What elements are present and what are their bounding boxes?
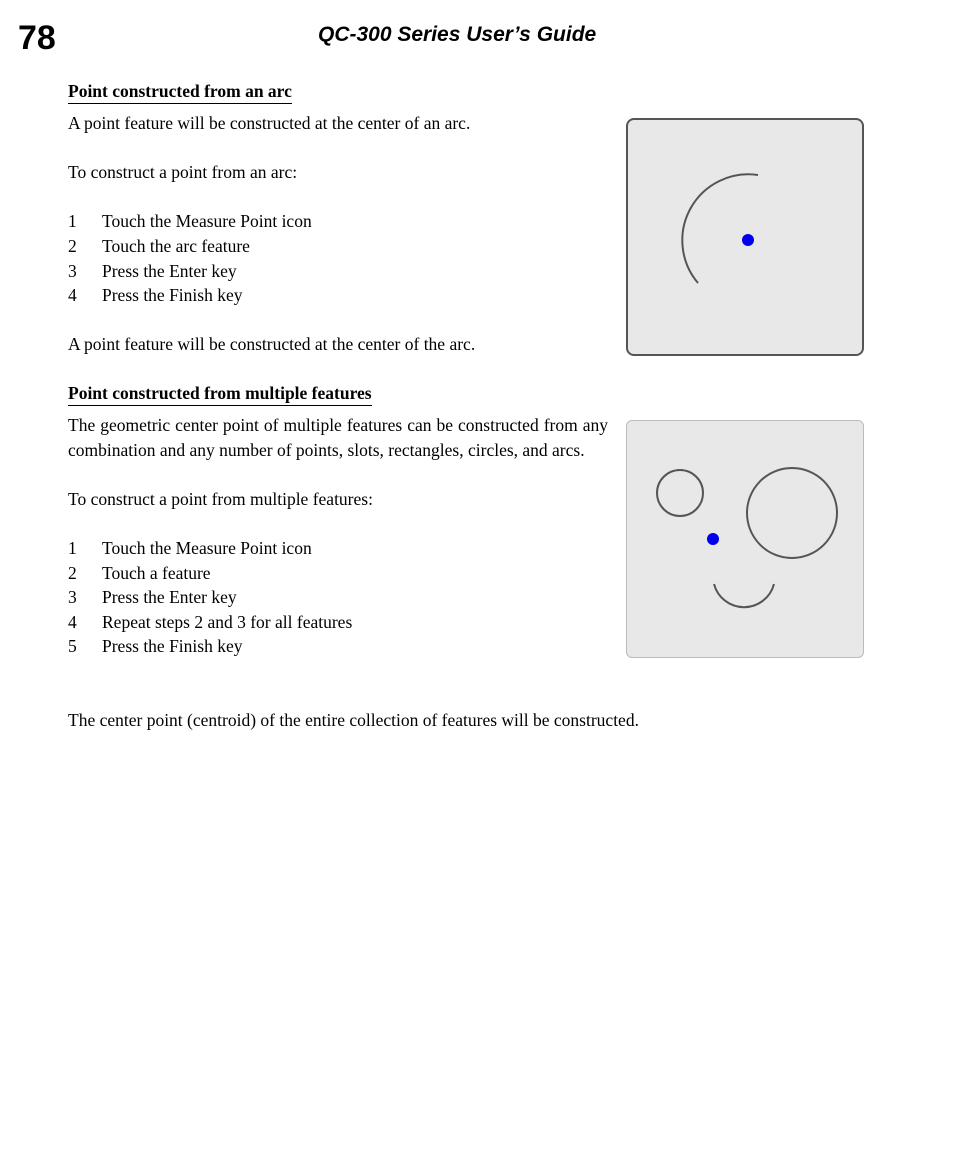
- step-number: 5: [68, 636, 77, 657]
- step-number: 1: [68, 537, 77, 558]
- step-text: Repeat steps 2 and 3 for all features: [102, 611, 353, 632]
- step-number: 3: [68, 260, 77, 281]
- step-text: Press the Enter key: [102, 587, 237, 608]
- step-number: 3: [68, 587, 77, 608]
- step-text: Touch a feature: [102, 562, 211, 583]
- step-number: 1: [68, 211, 77, 232]
- list-item: [68, 536, 608, 561]
- step-text: Press the Finish key: [102, 285, 243, 306]
- step-number: 2: [68, 235, 77, 256]
- list-item: [68, 610, 608, 635]
- arc-section-result: A point feature will be constructed at the center of the arc.: [68, 334, 476, 355]
- list-item: [68, 259, 608, 284]
- large-circle-feature: [747, 468, 837, 558]
- arc-section-lead: To construct a point from an arc:: [68, 162, 298, 183]
- running-header: QC-300 Series User’s Guide: [318, 23, 597, 46]
- multi-section-result: The center point (centroid) of the entire collection of features will be constructed.: [68, 710, 639, 730]
- list-item: [68, 234, 608, 259]
- step-text: Touch the Measure Point icon: [102, 537, 312, 558]
- list-item: [68, 561, 608, 586]
- centroid-point: [707, 533, 719, 545]
- arc-steps-list: [68, 209, 608, 307]
- arc-figure-drawing: [628, 120, 866, 358]
- multi-feature-figure: [626, 420, 864, 658]
- multi-section-lead: To construct a point from multiple features:: [68, 488, 373, 509]
- multi-steps-list: [68, 536, 608, 659]
- list-item: [68, 209, 608, 234]
- list-item: [68, 634, 608, 659]
- multi-feature-drawing: [627, 421, 865, 659]
- small-circle-feature: [657, 470, 703, 516]
- arc-feature: [682, 174, 758, 283]
- page-number: 78: [18, 19, 56, 57]
- list-item: [68, 283, 608, 308]
- step-text: Touch the arc feature: [102, 235, 250, 256]
- step-text: Touch the Measure Point icon: [102, 211, 312, 232]
- step-number: 4: [68, 611, 77, 632]
- multi-section: [68, 382, 608, 659]
- arc-section-intro: A point feature will be constructed at the center of an arc.: [68, 113, 471, 133]
- step-number: 2: [68, 562, 77, 583]
- step-text: Press the Enter key: [102, 260, 237, 281]
- constructed-point: [742, 234, 754, 246]
- arc-feature: [714, 584, 774, 607]
- multi-section-intro: The geometric center point of multiple features can be constructed from any combination and any number of points, slots, rectangles, circles, and arcs.: [68, 415, 608, 460]
- arc-section-heading: Point constructed from an arc: [68, 80, 292, 104]
- step-text: Press the Finish key: [102, 636, 243, 657]
- step-number: 4: [68, 285, 77, 306]
- list-item: [68, 585, 608, 610]
- multi-section-heading: Point constructed from multiple features: [68, 382, 372, 406]
- arc-section: [68, 80, 608, 357]
- arc-figure: [626, 118, 864, 356]
